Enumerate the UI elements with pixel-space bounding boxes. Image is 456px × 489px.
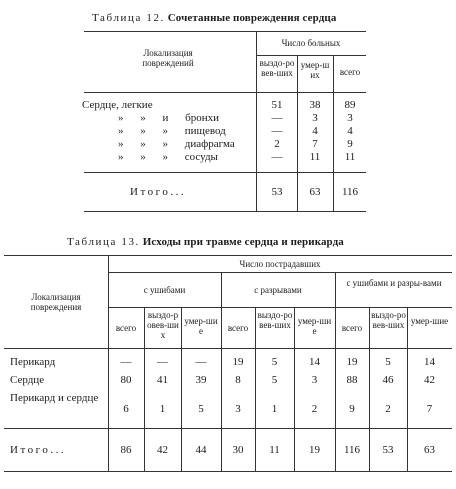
table13-subheader-total: всего	[341, 323, 363, 333]
table13-total-cell: 116	[343, 444, 361, 456]
table13-cell: 19	[346, 356, 358, 368]
table12-cell: 4	[347, 125, 353, 137]
table13-cell: 2	[385, 403, 391, 415]
table13-caption	[67, 236, 344, 248]
table12-caption-label: Таблица 12.	[92, 12, 165, 24]
table13-cell: 19	[232, 356, 244, 368]
table13-cell: 46	[382, 374, 394, 386]
table12-cell: 11	[344, 151, 356, 163]
table13-total-cell: 11	[269, 444, 280, 456]
table13-subheader-recovered: выздо-ровев-ших	[257, 310, 293, 330]
table12-header-died: умер-ших	[300, 60, 330, 80]
table12-row-label: » » » сосуды	[118, 151, 218, 163]
table13-cell: 1	[159, 403, 166, 415]
table13-cell: 88	[346, 374, 358, 386]
table13-cell: 5	[271, 374, 278, 386]
table13-subheader-died: умер-шие	[410, 316, 449, 326]
table12-cell: 3	[312, 112, 318, 124]
table13-cell: 9	[349, 403, 355, 415]
table13-caption-title: Исходы при травме сердца и перикарда	[142, 236, 344, 248]
table13-total-label: Итого...	[10, 444, 67, 456]
table12-header-location: Локализация повреждений	[142, 48, 194, 68]
table13-subheader-recovered: выздо-ровев-ших	[371, 310, 406, 330]
table12-cell: 11	[309, 151, 321, 163]
table13-cell: 41	[157, 374, 168, 386]
table13-cell: 3	[311, 374, 318, 386]
table12-cell: 2	[274, 138, 280, 150]
table12-cell: —	[271, 112, 283, 124]
table13-group-header: с ушибами	[143, 285, 186, 295]
table12-total-cell: 116	[341, 186, 359, 198]
table12-cell: 38	[309, 99, 321, 111]
table12-cell: 9	[347, 138, 353, 150]
table13-row-label: Перикард и сердце	[10, 392, 99, 404]
table12-row-label: » » » диафрагма	[118, 138, 235, 150]
table12-header-total: всего	[339, 67, 361, 77]
table12-header-group: Число больных	[281, 38, 341, 48]
table12-caption	[92, 12, 336, 24]
table12-cell: 4	[312, 125, 318, 137]
table13-cell: 39	[195, 374, 207, 386]
table12-row-label: » » » пищевод	[118, 125, 226, 137]
table13-cell: 5	[271, 356, 278, 368]
table12-total-label: Итого...	[130, 186, 187, 198]
table13-cell: —	[195, 356, 207, 368]
table13-cell: —	[157, 356, 168, 368]
table13-cell: 42	[424, 374, 435, 386]
table13-cell: 14	[309, 356, 320, 368]
table12-cell: 89	[344, 99, 356, 111]
table13-total-cell: 86	[120, 444, 132, 456]
table13-cell: 8	[235, 374, 241, 386]
table13-total-cell: 44	[195, 444, 207, 456]
table13-group-header: с разрывами	[254, 285, 302, 295]
table13-subheader-died: умер-шие	[184, 316, 218, 336]
table13-header-location: Локализация повреждения	[30, 292, 82, 312]
table13-cell: —	[120, 356, 132, 368]
table13-cell: 6	[123, 403, 129, 415]
table13-subheader-recovered: выздо-ровев-ших	[147, 310, 179, 340]
table13-cell: 2	[311, 403, 318, 415]
table12-row-label: Сердце, легкие	[82, 99, 153, 111]
table13-cell: 7	[426, 403, 433, 415]
table13-caption-label: Таблица 13.	[67, 236, 140, 248]
table12-header-recovered: выздо-ровев-ших	[259, 58, 295, 78]
table12-cell: 3	[347, 112, 353, 124]
table12-caption-title: Сочетанные повреждения сердца	[167, 12, 337, 24]
table13-total-cell: 63	[424, 444, 435, 456]
table12-cell: —	[271, 151, 283, 163]
table13-cell: 5	[198, 403, 204, 415]
table13-total-cell: 53	[382, 444, 394, 456]
table13-cell: 80	[120, 374, 132, 386]
table12-total-cell: 53	[271, 186, 283, 198]
table12-cell: —	[271, 125, 283, 137]
table12-cell: 51	[271, 99, 283, 111]
table13-header-group: Число пострадавших	[239, 259, 321, 269]
table13-cell: 14	[424, 356, 435, 368]
table13-total-cell: 30	[232, 444, 244, 456]
table12-total-cell: 63	[309, 186, 321, 198]
table12-cell: 7	[312, 138, 318, 150]
table13-row-label: Сердце	[10, 374, 45, 386]
table13-subheader-total: всего	[227, 323, 249, 333]
table13-subheader-total: всего	[115, 323, 137, 333]
table12-row-label: » » и бронхи	[118, 112, 220, 124]
table13-total-cell: 19	[309, 444, 320, 456]
table13-row-label: Перикард	[10, 356, 56, 368]
table13-subheader-died: умер-шие	[297, 316, 332, 336]
table13-cell: 1	[271, 403, 278, 415]
table13-cell: 3	[235, 403, 241, 415]
table13-total-cell: 42	[157, 444, 168, 456]
table13-cell: 5	[385, 356, 391, 368]
table13-group-header: с ушибами и разры-вами	[346, 278, 442, 288]
